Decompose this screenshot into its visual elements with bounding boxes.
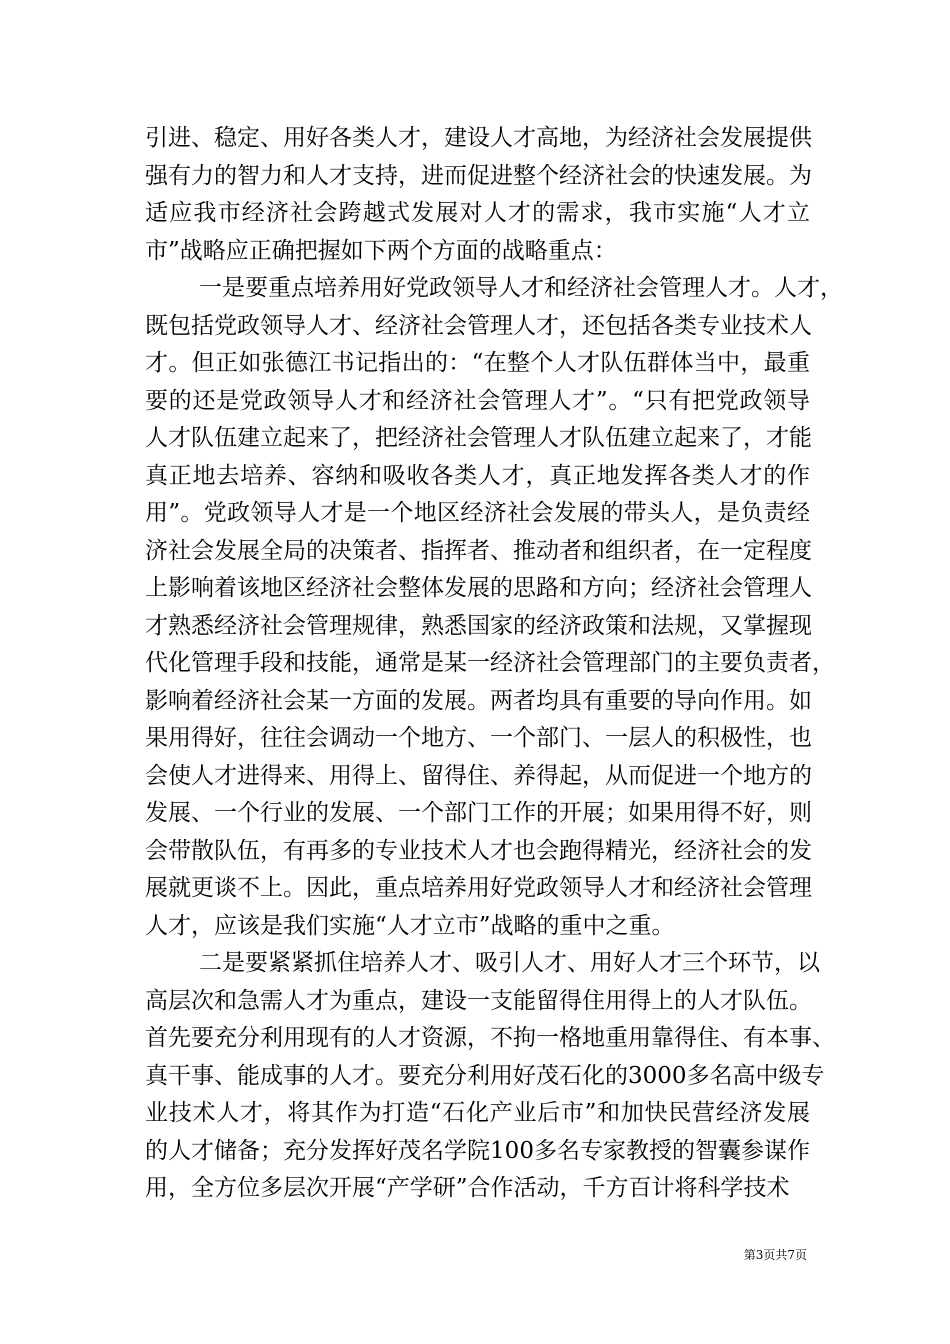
- text-line: 要的还是党政领导人才和经济社会管理人才”。“只有把党政领导: [145, 387, 810, 414]
- paragraph: [145, 270, 843, 945]
- text-line: 强有力的智力和人才支持，进而促进整个经济社会的快速发展。为: [145, 162, 812, 189]
- text-line: 的人才储备；充分发挥好茂名学院100多名专家教授的智囊参谋作: [145, 1137, 810, 1164]
- text-line: 高层次和急需人才为重点，建设一支能留得住用得上的人才队伍。: [145, 987, 812, 1014]
- text-line: 二是要紧紧抓住培养人才、吸引人才、用好人才三个环节，以: [199, 950, 820, 976]
- text-line: 适应我市经济社会跨越式发展对人才的需求，我市实施“人才立: [145, 200, 810, 226]
- text-line: 引进、稳定、用好各类人才，建设人才高地，为经济社会发展提供: [145, 125, 812, 151]
- text-line: 会带散队伍，有再多的专业技术人才也会跑得精光，经济社会的发: [145, 837, 812, 864]
- text-line: 影响着经济社会某一方面的发展。两者均具有重要的导向作用。如: [145, 687, 812, 714]
- text-line: 真正地去培养、容纳和吸收各类人才，真正地发挥各类人才的作: [145, 462, 810, 489]
- text-line: 用，全方位多层次开展“产学研”合作活动，千方百计将科学技术: [145, 1175, 790, 1201]
- text-line: 发展、一个行业的发展、一个部门工作的开展；如果用得不好，则: [145, 800, 812, 826]
- text-line: 既包括党政领导人才、经济社会管理人才，还包括各类专业技术人: [145, 312, 812, 339]
- text-line: 业技术人才，将其作为打造“石化产业后市”和加快民营经济发展: [145, 1100, 810, 1126]
- text-line: 济社会发展全局的决策者、指挥者、推动者和组织者，在一定程度: [145, 537, 812, 564]
- document-body: [145, 120, 843, 1208]
- paragraph: [145, 120, 810, 270]
- text-line: 果用得好，往往会调动一个地方、一个部门、一层人的积极性，也: [145, 725, 812, 751]
- text-line: 一是要重点培养用好党政领导人才和经济社会管理人才。人才，: [199, 275, 843, 301]
- text-line: 才熟悉经济社会管理规律，熟悉国家的经济政策和法规，又掌握现: [145, 612, 812, 639]
- text-line: 市”战略应正确把握如下两个方面的战略重点：: [145, 237, 617, 264]
- text-line: 才。但正如张德江书记指出的：“在整个人才队伍群体当中，最重: [145, 350, 810, 376]
- page-number: 第3页共7页: [743, 1248, 807, 1262]
- text-line: 首先要充分利用现有的人才资源，不拘一格地重用靠得住、有本事、: [145, 1025, 835, 1051]
- text-line: 用”。党政领导人才是一个地区经济社会发展的带头人，是负责经: [145, 500, 810, 526]
- text-line: 人才队伍建立起来了，把经济社会管理人才队伍建立起来了，才能: [145, 425, 812, 451]
- text-line: 代化管理手段和技能，通常是某一经济社会管理部门的主要负责者，: [145, 650, 835, 676]
- text-line: 展就更谈不上。因此，重点培养用好党政领导人才和经济社会管理: [145, 875, 812, 901]
- text-line: 会使人才进得来、用得上、留得住、养得起，从而促进一个地方的: [145, 762, 812, 789]
- paragraph: [145, 945, 835, 1208]
- text-line: 上影响着该地区经济社会整体发展的思路和方向；经济社会管理人: [145, 575, 812, 601]
- text-line: 真干事、能成事的人才。要充分利用好茂石化的3000多名高中级专: [145, 1062, 825, 1089]
- text-line: 人才，应该是我们实施“人才立市”战略的重中之重。: [145, 912, 675, 939]
